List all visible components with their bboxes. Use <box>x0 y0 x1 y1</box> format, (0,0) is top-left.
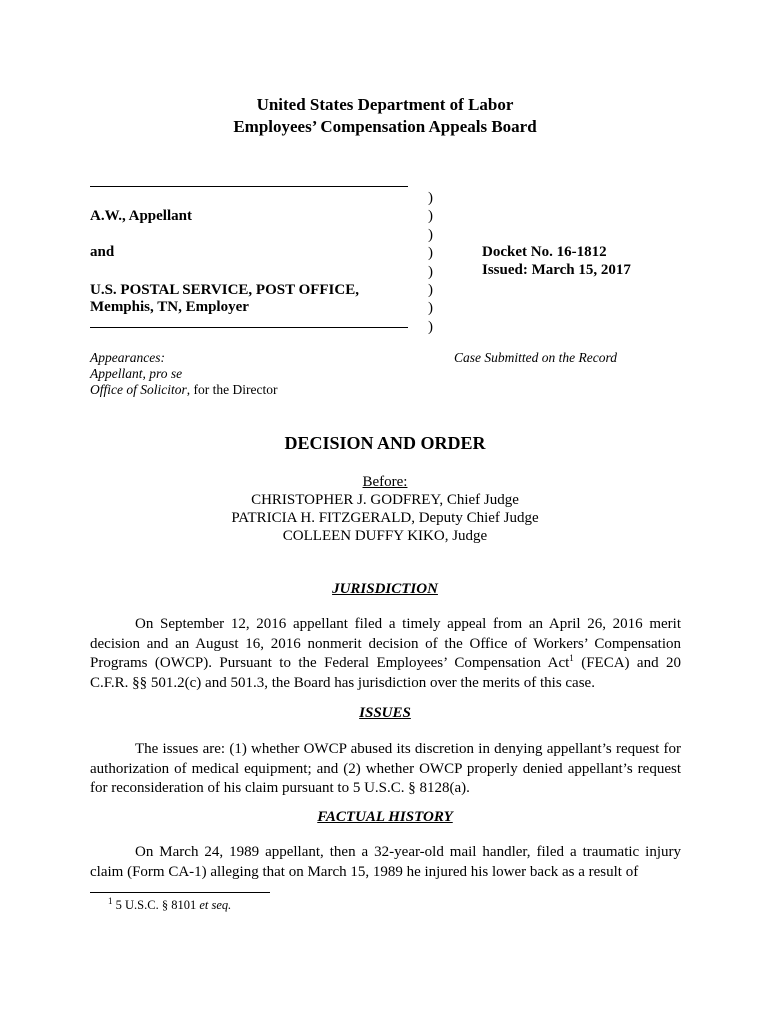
factual-history-heading: FACTUAL HISTORY <box>317 809 453 825</box>
caption-paren-column: ) ) ) ) ) ) ) ) <box>428 190 433 335</box>
docket-number: Docket No. 16-1812 <box>482 244 607 260</box>
issued-date: Issued: March 15, 2017 <box>482 262 631 278</box>
appearances-label: Appearances: <box>90 350 165 365</box>
appellant-name: A.W., Appellant <box>90 208 192 224</box>
caption-and: and <box>90 244 115 260</box>
solicitor-appearance: Office of Solicitor, for the Director <box>90 382 278 397</box>
footnote-1: $^1$ 5 U.S.C. § 8101 et seq. <box>108 895 232 912</box>
issues-paragraph: The issues are: (1) whether OWCP abused its discretion in denying appellant’s request for authorization of medical equipment; and (2) whether OWCP properly denied appellant’s request for reconsideration of his claim pursuant to 5 U.S.C. § 8128(a). <box>90 741 681 796</box>
footnote-ref-1: 1 <box>569 653 574 663</box>
before-label: Before: <box>362 474 408 490</box>
factual-history-paragraph: On March 24, 1989 appellant, then a 32-year-old mail handler, filed a traumatic injury claim (Form CA-1) alleging that on March 15, 1989 he injured his lower back as a result of <box>90 844 681 880</box>
decision-title: DECISION AND ORDER <box>284 433 486 453</box>
caption-top-rule <box>90 186 408 187</box>
agency-title: United States Department of Labor <box>256 95 514 114</box>
employer-line-2: Memphis, TN, Employer <box>90 299 249 315</box>
issues-heading: ISSUES <box>359 705 411 721</box>
employer-line-1: U.S. POSTAL SERVICE, POST OFFICE, <box>90 282 359 298</box>
appellant-appearance: Appellant, pro se <box>90 366 183 381</box>
case-submitted-note: Case Submitted on the Record <box>454 350 617 365</box>
jurisdiction-heading: JURISDICTION <box>332 581 438 597</box>
footnote-rule <box>90 892 270 893</box>
judge-1: CHRISTOPHER J. GODFREY, Chief Judge <box>251 492 519 508</box>
jurisdiction-paragraph: On September 12, 2016 appellant filed a timely appeal from an April 26, 2016 merit decision and an August 16, 2016 nonmerit decision of the Office of Workers’ Compensation Programs (OWCP). Pursuant to the Federal Employees’ Compensation Act$^1$ (FECA) and 20 C.F.R. §§ 501.2(c) and 501.3, the Board has jurisdiction over the merits of this case. <box>90 616 681 691</box>
judge-3: COLLEEN DUFFY KIKO, Judge <box>282 528 488 544</box>
judge-2: PATRICIA H. FITZGERALD, Deputy Chief Judge <box>231 510 539 526</box>
board-title: Employees’ Compensation Appeals Board <box>233 117 537 136</box>
caption-bottom-rule <box>90 327 408 328</box>
